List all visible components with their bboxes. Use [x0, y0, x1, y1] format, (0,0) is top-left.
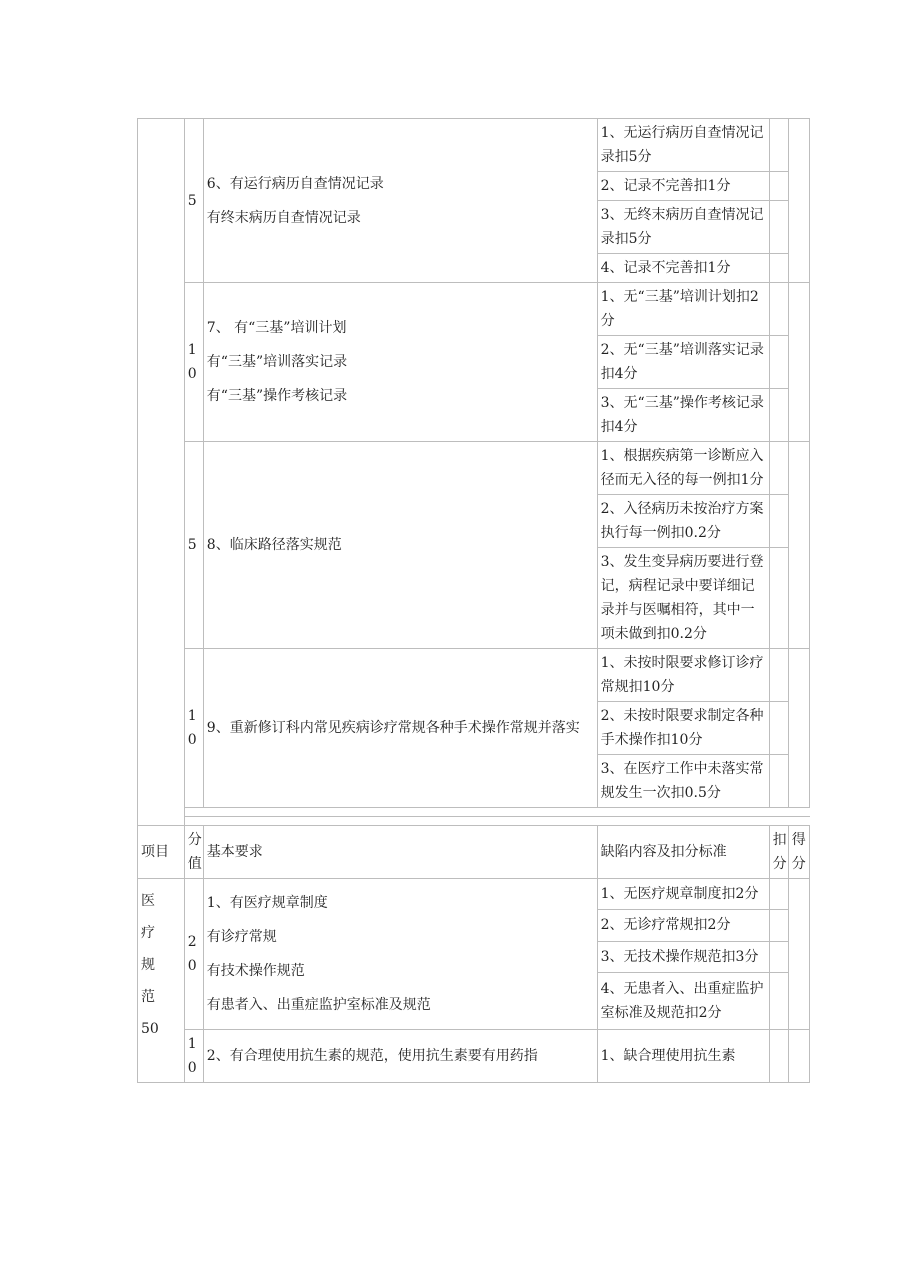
deduct-cell[interactable] — [769, 702, 788, 755]
score-cell: 10 — [184, 283, 203, 442]
defect-cell: 1、无运行病历自查情况记录扣5分 — [597, 119, 769, 172]
score-cell: 5 — [184, 442, 203, 649]
score-cell: 20 — [184, 879, 203, 1030]
deduct-cell[interactable] — [769, 283, 788, 336]
deduct-cell[interactable] — [769, 389, 788, 442]
requirement-cell: 9、重新修订科内常见疾病诊疗常规各种手术操作常规并落实 — [203, 649, 597, 808]
defect-cell: 4、记录不完善扣1分 — [597, 254, 769, 283]
defect-cell: 4、无患者入、出重症监护室标准及规范扣2分 — [597, 972, 769, 1029]
deduct-cell[interactable] — [769, 119, 788, 172]
header-requirement: 基本要求 — [203, 826, 597, 879]
defect-cell: 2、无诊疗常规扣2分 — [597, 910, 769, 941]
header-defect: 缺陷内容及扣分标准 — [597, 826, 769, 879]
requirement-cell — [203, 879, 597, 1030]
deduct-cell[interactable] — [769, 254, 788, 283]
requirement-line: 7、 有“三基”培训计划 — [206, 320, 347, 336]
spacer-row — [138, 808, 810, 817]
requirement-line: 有终末病历自查情况记录 — [206, 209, 361, 226]
deduct-cell[interactable] — [769, 336, 788, 389]
project-char: 50 — [141, 1021, 159, 1037]
score-cell: 10 — [184, 649, 203, 808]
defect-cell: 3、发生变异病历要进行登记，病程记录中要详细记录并与医嘱相符，其中一项未做到扣0.2分 — [597, 548, 769, 649]
requirement-line: 有“三基”操作考核记录 — [206, 388, 348, 404]
defect-cell: 1、无医疗规章制度扣2分 — [597, 879, 769, 910]
table-row — [138, 1030, 810, 1083]
defect-cell: 3、在医疗工作中未落实常规发生一次扣0.5分 — [597, 755, 769, 808]
project-cell-empty — [138, 119, 185, 826]
requirement-line: 有技术操作规范 — [206, 963, 305, 979]
table-row — [138, 649, 810, 702]
header-deduct: 扣分 — [769, 826, 788, 879]
deduct-cell[interactable] — [769, 548, 788, 649]
table-row — [138, 283, 810, 336]
defect-cell: 3、无技术操作规范扣3分 — [597, 941, 769, 972]
project-char: 范 — [141, 989, 155, 1005]
requirement-cell — [203, 283, 597, 442]
defect-cell: 2、记录不完善扣1分 — [597, 172, 769, 201]
defect-cell: 1、未按时限要求修订诊疗常规扣10分 — [597, 649, 769, 702]
spacer-cell — [184, 808, 809, 817]
header-score: 分值 — [184, 826, 203, 879]
requirement-cell — [203, 119, 597, 283]
evaluation-table — [137, 118, 810, 1083]
defect-cell: 2、未按时限要求制定各种手术操作扣10分 — [597, 702, 769, 755]
defect-cell: 2、入径病历未按治疗方案执行每一例扣0.2分 — [597, 495, 769, 548]
requirement-line: 有诊疗常规 — [206, 929, 277, 945]
table-row — [138, 442, 810, 495]
deduct-cell[interactable] — [769, 941, 788, 972]
deduct-cell[interactable] — [769, 442, 788, 495]
deduct-cell[interactable] — [769, 172, 788, 201]
defect-cell: 3、无“三基”操作考核记录扣4分 — [597, 389, 769, 442]
gained-cell[interactable] — [788, 442, 809, 649]
spacer-row — [138, 817, 810, 826]
deduct-cell[interactable] — [769, 495, 788, 548]
requirement-cell: 2、有合理使用抗生素的规范，使用抗生素要有用药指 — [203, 1030, 597, 1083]
deduct-cell[interactable] — [769, 972, 788, 1029]
defect-cell: 2、无“三基”培训落实记录扣4分 — [597, 336, 769, 389]
defect-cell: 3、无终末病历自查情况记录扣5分 — [597, 201, 769, 254]
deduct-cell[interactable] — [769, 755, 788, 808]
gained-cell[interactable] — [788, 119, 809, 283]
project-char: 疗 — [141, 925, 155, 941]
project-char: 规 — [141, 957, 155, 973]
deduct-cell[interactable] — [769, 1030, 788, 1083]
header-project: 项目 — [138, 826, 185, 879]
gained-cell[interactable] — [788, 1030, 809, 1083]
project-cell — [138, 879, 185, 1083]
defect-cell: 1、根据疾病第一诊断应入径而无入径的每一例扣1分 — [597, 442, 769, 495]
gained-cell[interactable] — [788, 649, 809, 808]
score-cell: 10 — [184, 1030, 203, 1083]
document-page — [137, 118, 810, 1083]
requirement-line: 有“三基”培训落实记录 — [206, 354, 348, 370]
deduct-cell[interactable] — [769, 879, 788, 910]
table-row — [138, 119, 810, 172]
header-gained: 得分 — [788, 826, 809, 879]
deduct-cell[interactable] — [769, 201, 788, 254]
requirement-line: 有患者入、出重症监护室标准及规范 — [206, 997, 431, 1013]
defect-cell: 1、无“三基”培训计划扣2分 — [597, 283, 769, 336]
gained-cell[interactable] — [788, 879, 809, 1030]
table-header-row — [138, 826, 810, 879]
gained-cell[interactable] — [788, 283, 809, 442]
score-cell: 5 — [184, 119, 203, 283]
spacer-cell — [184, 817, 809, 826]
deduct-cell[interactable] — [769, 910, 788, 941]
project-char: 医 — [141, 893, 155, 909]
table-row — [138, 879, 810, 910]
defect-cell: 1、缺合理使用抗生素 — [597, 1030, 769, 1083]
deduct-cell[interactable] — [769, 649, 788, 702]
requirement-line: 1、有医疗规章制度 — [206, 895, 328, 911]
requirement-line: 6、有运行病历自查情况记录 — [206, 175, 384, 192]
requirement-cell: 8、临床路径落实规范 — [203, 442, 597, 649]
